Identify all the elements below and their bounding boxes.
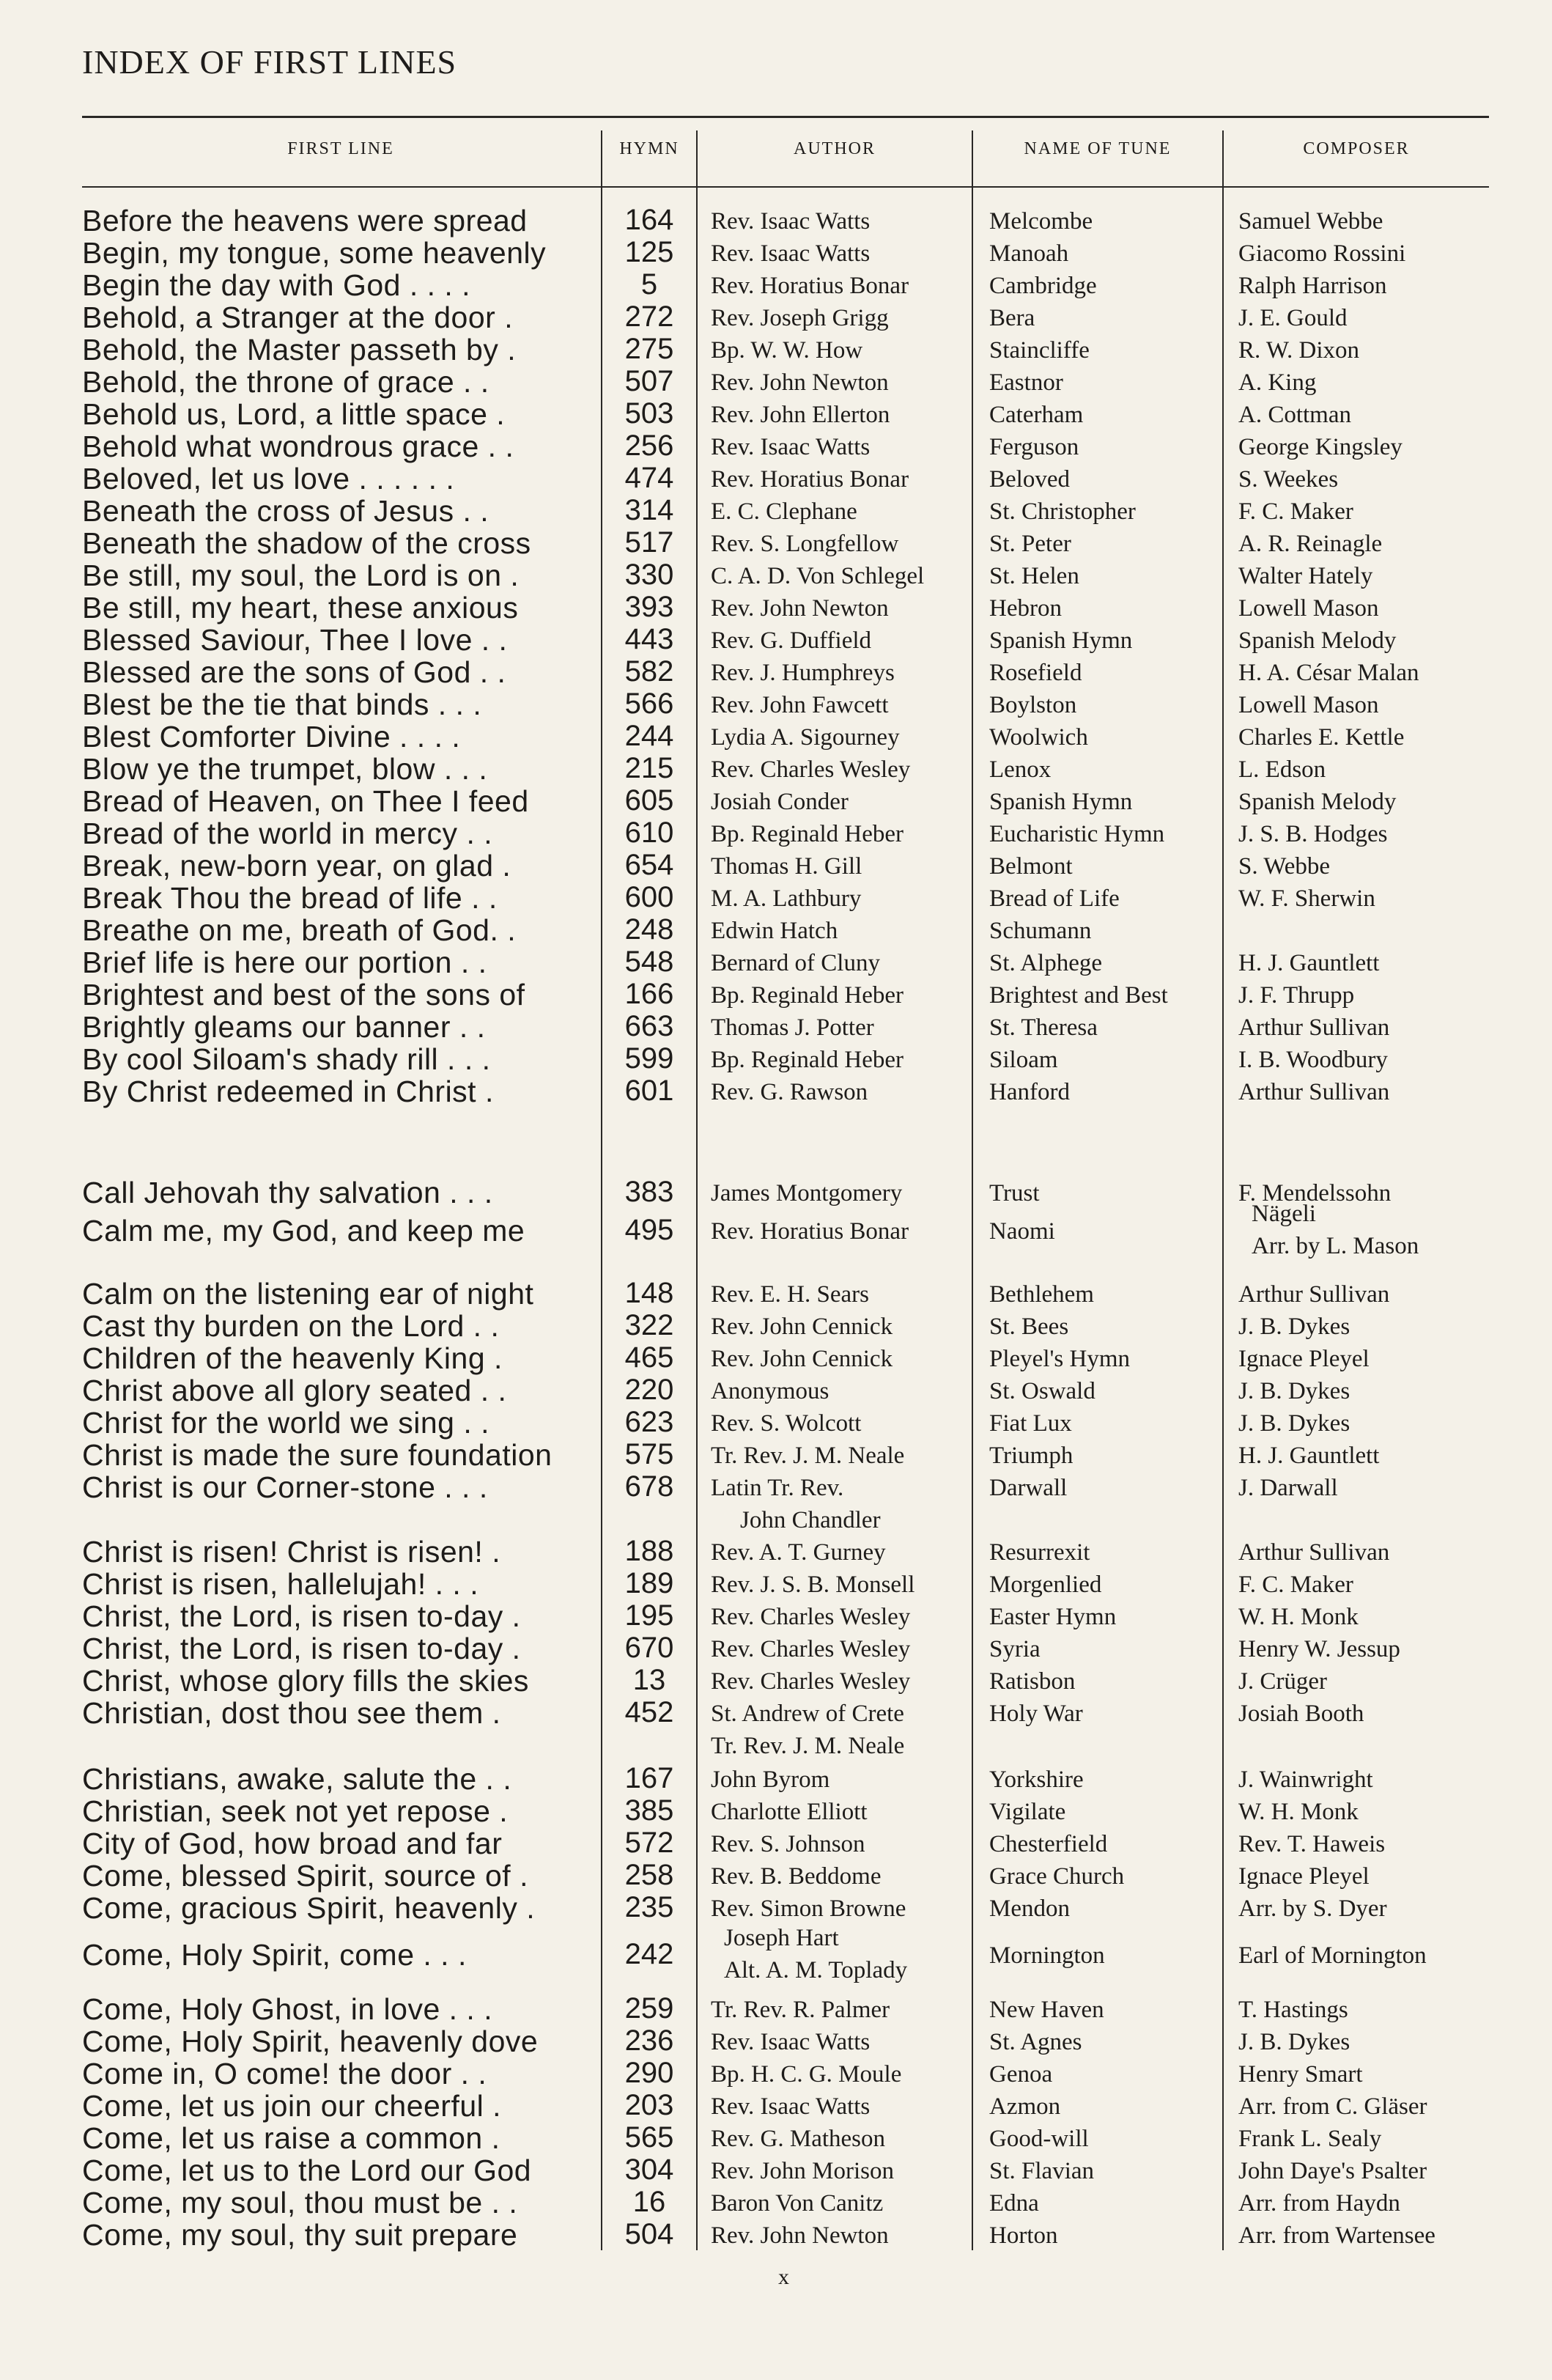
first-line-cell: Christ for the world we sing . . [82,1406,490,1440]
author-cell: Bp. W. W. How [711,337,863,364]
hymn-number-cell: 203 [624,2089,674,2121]
composer-cell: Ignace Pleyel [1238,1863,1370,1890]
hymn-number-cell: 504 [624,2218,674,2250]
composer-cell: I. B. Woodbury [1238,1047,1388,1073]
composer-cell: John Daye's Psalter [1238,2158,1427,2184]
tune-cell: Grace Church [989,1863,1125,1890]
composer-cell: J. B. Dykes [1238,1314,1350,1340]
author-cell: Rev. John Newton [711,595,889,622]
first-line-cell: Come, blessed Spirit, source of . [82,1859,528,1893]
composer-cell: Henry Smart [1238,2061,1363,2088]
first-line-cell: Come, Holy Spirit, come . . . [82,1938,467,1972]
hymn-number-cell: 393 [624,591,674,623]
first-line-cell: Beneath the cross of Jesus . . [82,494,489,528]
first-line-cell: Calm me, my God, and keep me [82,1214,525,1248]
first-line-cell: Beneath the shadow of the cross [82,526,531,560]
first-line-cell: Beloved, let us love . . . . . . [82,462,455,495]
author-cell: Charlotte Elliott [711,1799,868,1825]
hymn-number-cell: 443 [624,623,674,655]
hymn-number-cell: 503 [624,397,674,430]
tune-cell: Yorkshire [989,1766,1084,1793]
hymn-number-cell: 189 [624,1567,674,1599]
tune-cell: Easter Hymn [989,1604,1117,1630]
author-cell: Rev. G. Duffield [711,627,872,654]
first-line-cell: Come, my soul, thy suit prepare [82,2218,518,2252]
tune-cell: Boylston [989,692,1077,718]
tune-cell: Fiat Lux [989,1410,1072,1437]
hymn-number-cell: 272 [624,301,674,333]
tune-cell: Syria [989,1636,1041,1662]
tune-cell: Hanford [989,1079,1070,1105]
composer-cell: Arthur Sullivan [1238,1539,1390,1566]
first-line-cell: Bread of Heaven, on Thee I feed [82,784,529,818]
first-line-cell: Behold, the throne of grace . . [82,365,489,399]
tune-cell: Eastnor [989,369,1063,396]
tune-cell: Holy War [989,1701,1083,1727]
hymn-number-cell: 507 [624,365,674,397]
hymn-number-cell: 548 [624,946,674,978]
first-line-cell: Come in, O come! the door . . [82,2057,487,2090]
tune-cell: Mendon [989,1895,1070,1922]
first-line-cell: Break, new-born year, on glad . [82,849,511,883]
hymn-number-cell: 258 [624,1859,674,1891]
author-cell: Rev. Horatius Bonar [711,1218,909,1245]
first-line-cell: Come, let us raise a common . [82,2121,500,2155]
first-line-cell: Blest Comforter Divine . . . . [82,720,461,754]
author-cell: Baron Von Canitz [711,2190,884,2217]
tune-cell: Vigilate [989,1799,1066,1825]
first-line-cell: Christ is risen! Christ is risen! . [82,1535,501,1569]
hymn-number-cell: 167 [624,1762,674,1794]
first-line-cell: Blest be the tie that binds . . . [82,688,482,721]
first-line-cell: Begin the day with God . . . . [82,268,471,302]
tune-cell: Horton [989,2222,1058,2249]
author-cell: Rev. Isaac Watts [711,2093,871,2120]
composer-cell: A. King [1238,369,1317,396]
author-cell: Rev. A. T. Gurney [711,1539,886,1566]
author-cell: Rev. John Fawcett [711,692,889,718]
hymn-number-cell: 465 [624,1341,674,1374]
first-line-cell: Christ, whose glory fills the skies [82,1664,529,1698]
first-line-cell: Blessed are the sons of God . . [82,655,506,689]
first-line-cell: Cast thy burden on the Lord . . [82,1309,500,1343]
tune-cell: Chesterfield [989,1831,1108,1857]
composer-cell: Spanish Melody [1238,789,1397,815]
tune-cell: Pleyel's Hymn [989,1346,1131,1372]
composer-cell: W. H. Monk [1238,1604,1359,1630]
first-line-cell: Children of the heavenly King . [82,1341,503,1375]
hymn-number-cell: 678 [624,1470,674,1503]
composer-cell: Samuel Webbe [1238,208,1383,235]
author-cell: Rev. Horatius Bonar [711,466,909,493]
tune-cell: Good-will [989,2126,1089,2152]
hymn-number-cell: 663 [624,1010,674,1042]
hymn-number-cell: 125 [624,236,674,268]
author-cell: E. C. Clephane [711,498,857,525]
first-line-cell: Bread of the world in mercy . . [82,817,493,850]
author-cell: Tr. Rev. J. M. Neale [711,1443,905,1469]
author-cell-continued: Alt. A. M. Toplady [724,1957,908,1983]
author-cell: Rev. John Newton [711,369,889,396]
tune-cell: St. Oswald [989,1378,1095,1404]
author-cell: Bernard of Cluny [711,950,880,976]
first-line-cell: Come, let us join our cheerful . [82,2089,502,2123]
first-line-cell: Be still, my heart, these anxious [82,591,519,625]
composer-cell: Frank L. Sealy [1238,2126,1382,2152]
tune-cell: St. Helen [989,563,1079,589]
author-cell: Thomas H. Gill [711,853,862,880]
hymn-number-cell: 16 [632,2186,666,2218]
tune-cell: Resurrexit [989,1539,1090,1566]
hymn-number-cell: 164 [624,204,674,236]
composer-cell: Giacomo Rossini [1238,240,1406,267]
tune-cell: Beloved [989,466,1070,493]
hymn-number-cell: 385 [624,1794,674,1827]
composer-cell: J. Crüger [1238,1668,1327,1695]
composer-cell: L. Edson [1238,756,1326,783]
column-divider [696,130,698,2250]
hymn-number-cell: 290 [624,2057,674,2089]
hymn-number-cell: 623 [624,1406,674,1438]
hymn-number-cell: 235 [624,1891,674,1923]
author-cell: Latin Tr. Rev. [711,1475,844,1501]
tune-cell: Manoah [989,240,1069,267]
author-cell-continued: Tr. Rev. J. M. Neale [711,1733,905,1759]
tune-cell: St. Alphege [989,950,1102,976]
hymn-number-cell: 236 [624,2025,674,2057]
tune-cell: Brightest and Best [989,982,1168,1009]
first-line-cell: Christ, the Lord, is risen to-day . [82,1599,521,1633]
composer-cell: J. S. B. Hodges [1238,821,1388,847]
first-line-cell: Behold what wondrous grace . . [82,430,514,463]
composer-cell: J. B. Dykes [1238,2029,1350,2055]
first-line-cell: Blessed Saviour, Thee I love . . [82,623,508,657]
first-line-cell: Behold, the Master passeth by . [82,333,517,366]
author-cell: Thomas J. Potter [711,1014,874,1041]
tune-cell: Woolwich [989,724,1088,751]
first-line-cell: Christian, dost thou see them . [82,1696,501,1730]
column-header-composer: COMPOSER [1303,139,1410,158]
tune-cell: St. Bees [989,1314,1069,1340]
first-line-cell: Brief life is here our portion . . [82,946,487,979]
composer-cell: J. B. Dykes [1238,1410,1350,1437]
tune-cell: Bera [989,305,1035,331]
tune-cell: Hebron [989,595,1062,622]
hymn-number-cell: 452 [624,1696,674,1728]
hymn-number-cell: 601 [624,1075,674,1107]
author-cell: Josiah Conder [711,789,849,815]
hymn-number-cell: 383 [624,1176,674,1208]
first-line-cell: Break Thou the bread of life . . [82,881,498,915]
author-cell: Rev. S. Wolcott [711,1410,862,1437]
tune-cell: Mornington [989,1942,1105,1969]
author-cell: Bp. Reginald Heber [711,1047,904,1073]
composer-cell: Arr. from Haydn [1238,2190,1400,2217]
author-cell: Rev. J. Humphreys [711,660,895,686]
first-line-cell: Behold, a Stranger at the door . [82,301,514,334]
hymn-number-cell: 188 [624,1535,674,1567]
composer-cell: W. F. Sherwin [1238,885,1375,912]
tune-cell: Staincliffe [989,337,1090,364]
composer-cell: F. C. Maker [1238,1572,1353,1598]
hymn-number-cell: 474 [624,462,674,494]
composer-cell: F. Mendelssohn [1238,1180,1392,1206]
composer-cell: J. E. Gould [1238,305,1348,331]
hymn-number-cell: 5 [640,268,658,301]
author-cell: Rev. G. Rawson [711,1079,868,1105]
author-cell-continued: John Chandler [740,1507,881,1533]
hymn-number-cell: 599 [624,1042,674,1075]
hymn-number-cell: 166 [624,978,674,1010]
hymn-number-cell: 259 [624,1992,674,2025]
composer-cell: H. J. Gauntlett [1238,950,1380,976]
page-number: x [778,2265,789,2289]
tune-cell: St. Theresa [989,1014,1098,1041]
column-header-author: AUTHOR [794,139,876,158]
author-cell: Bp. Reginald Heber [711,982,904,1009]
author-cell: Rev. J. S. B. Monsell [711,1572,915,1598]
first-line-cell: Be still, my soul, the Lord is on . [82,559,520,592]
hymn-number-cell: 314 [624,494,674,526]
tune-cell: Bethlehem [989,1281,1094,1308]
composer-cell: T. Hastings [1238,1997,1348,2023]
top-rule [82,116,1489,118]
first-line-cell: Christ is made the sure foundation [82,1438,553,1472]
composer-cell: J. Darwall [1238,1475,1338,1501]
column-header-tune: NAME OF TUNE [1024,139,1172,158]
first-line-cell: Come, Holy Ghost, in love . . . [82,1992,493,2026]
column-header-hymn: HYMN [619,139,679,158]
author-cell: Rev. Charles Wesley [711,1668,911,1695]
author-cell: Rev. Joseph Grigg [711,305,889,331]
author-cell: Rev. John Cennick [711,1346,893,1372]
hymn-number-cell: 654 [624,849,674,881]
composer-cell: J. F. Thrupp [1238,982,1355,1009]
composer-cell: W. H. Monk [1238,1799,1359,1825]
tune-cell: Melcombe [989,208,1093,235]
tune-cell: Genoa [989,2061,1053,2088]
tune-cell: Rosefield [989,660,1082,686]
tune-cell: St. Flavian [989,2158,1095,2184]
composer-cell: A. R. Reinagle [1238,531,1383,557]
first-line-cell: Before the heavens were spread [82,204,528,237]
author-cell: Rev. S. Longfellow [711,531,899,557]
hymn-number-cell: 670 [624,1632,674,1664]
tune-cell: Belmont [989,853,1073,880]
first-line-cell: Christ is our Corner-stone . . . [82,1470,488,1504]
tune-cell: Ratisbon [989,1668,1076,1695]
hymn-number-cell: 248 [624,913,674,946]
first-line-cell: Behold us, Lord, a little space . [82,397,506,431]
column-divider [601,130,602,2250]
author-cell: Lydia A. Sigourney [711,724,900,751]
tune-cell: St. Agnes [989,2029,1082,2055]
composer-cell: J. B. Dykes [1238,1378,1350,1404]
hymn-number-cell: 610 [624,817,674,849]
composer-cell: Lowell Mason [1238,595,1379,622]
author-cell: Rev. Charles Wesley [711,756,911,783]
first-line-cell: Come, let us to the Lord our God [82,2154,532,2187]
hymn-number-cell: 572 [624,1827,674,1859]
hymn-number-cell: 195 [624,1599,674,1632]
composer-cell: H. A. César Malan [1238,660,1419,686]
composer-cell: Rev. T. Haweis [1238,1831,1386,1857]
first-line-cell: Brightly gleams our banner . . [82,1010,486,1044]
first-line-cell: Christ above all glory seated . . [82,1374,507,1407]
hymn-number-cell: 256 [624,430,674,462]
hymn-number-cell: 13 [632,1664,666,1696]
tune-cell: New Haven [989,1997,1104,2023]
author-cell: Rev. Simon Browne [711,1895,906,1922]
composer-cell: Henry W. Jessup [1238,1636,1400,1662]
author-cell: Rev. Charles Wesley [711,1604,911,1630]
author-cell: Rev. Isaac Watts [711,434,871,460]
composer-cell: Charles E. Kettle [1238,724,1405,751]
hymn-number-cell: 242 [624,1938,674,1970]
hymn-number-cell: 215 [624,752,674,784]
composer-cell: Spanish Melody [1238,627,1397,654]
hymn-number-cell: 330 [624,559,674,591]
hymn-number-cell: 600 [624,881,674,913]
author-cell: C. A. D. Von Schlegel [711,563,925,589]
composer-cell-continued: Arr. by L. Mason [1252,1233,1419,1259]
hymn-number-cell: 275 [624,333,674,365]
first-line-cell: Christ is risen, hallelujah! . . . [82,1567,479,1601]
tune-cell: Triumph [989,1443,1074,1469]
column-header-first-line: FIRST LINE [287,139,394,158]
composer-cell: Earl of Mornington [1238,1942,1427,1969]
author-cell: Rev. G. Matheson [711,2126,885,2152]
first-line-cell: City of God, how broad and far [82,1827,503,1860]
composer-cell: Arthur Sullivan [1238,1281,1390,1308]
composer-cell: S. Weekes [1238,466,1339,493]
first-line-cell: Brightest and best of the sons of [82,978,525,1012]
composer-cell: Arthur Sullivan [1238,1079,1390,1105]
author-cell: Rev. Isaac Watts [711,2029,871,2055]
first-line-cell: Call Jehovah thy salvation . . . [82,1176,493,1209]
hymn-number-cell: 148 [624,1277,674,1309]
author-cell: Bp. H. C. G. Moule [711,2061,902,2088]
tune-cell: Ferguson [989,434,1079,460]
composer-cell: R. W. Dixon [1238,337,1360,364]
author-cell: Anonymous [711,1378,829,1404]
hymn-number-cell: 566 [624,688,674,720]
composer-cell: S. Webbe [1238,853,1331,880]
composer-cell: J. Wainwright [1238,1766,1373,1793]
first-line-cell: Christian, seek not yet repose . [82,1794,509,1828]
page-title: INDEX OF FIRST LINES [82,43,457,81]
author-cell: St. Andrew of Crete [711,1701,904,1727]
first-line-cell: Come, gracious Spirit, heavenly . [82,1891,536,1925]
first-line-cell: Christians, awake, salute the . . [82,1762,512,1796]
composer-cell: Walter Hately [1238,563,1373,589]
tune-cell: Spanish Hymn [989,789,1133,815]
tune-cell: Spanish Hymn [989,627,1133,654]
author-cell: M. A. Lathbury [711,885,862,912]
composer-cell: Arthur Sullivan [1238,1014,1390,1041]
hymn-number-cell: 605 [624,784,674,817]
composer-cell: Josiah Booth [1238,1701,1364,1727]
author-cell: Joseph Hart [724,1925,839,1951]
composer-cell: George Kingsley [1238,434,1403,460]
composer-cell: H. J. Gauntlett [1238,1443,1380,1469]
first-line-cell: Breathe on me, breath of God. . [82,913,517,947]
author-cell: James Montgomery [711,1180,903,1206]
author-cell: Bp. Reginald Heber [711,821,904,847]
hymn-number-cell: 495 [624,1214,674,1246]
author-cell: Rev. John Cennick [711,1314,893,1340]
author-cell: Rev. Charles Wesley [711,1636,911,1662]
tune-cell: Naomi [989,1218,1055,1245]
first-line-cell: By cool Siloam's shady rill . . . [82,1042,491,1076]
composer-cell: A. Cottman [1238,402,1351,428]
tune-cell: Trust [989,1180,1040,1206]
tune-cell: Azmon [989,2093,1061,2120]
author-cell: Rev. B. Beddome [711,1863,882,1890]
author-cell: Rev. John Morison [711,2158,894,2184]
first-line-cell: Come, my soul, thou must be . . [82,2186,518,2219]
author-cell: Rev. S. Johnson [711,1831,865,1857]
tune-cell: Siloam [989,1047,1058,1073]
composer-cell: F. C. Maker [1238,498,1353,525]
tune-cell: St. Christopher [989,498,1136,525]
tune-cell: Caterham [989,402,1084,428]
tune-cell: Edna [989,2190,1039,2217]
tune-cell: Bread of Life [989,885,1120,912]
author-cell: Rev. Isaac Watts [711,208,871,235]
hymn-number-cell: 304 [624,2154,674,2186]
author-cell: Rev. Isaac Watts [711,240,871,267]
author-cell: Rev. Horatius Bonar [711,273,909,299]
composer-cell: Ralph Harrison [1238,273,1387,299]
header-rule [82,186,1489,188]
first-line-cell: By Christ redeemed in Christ . [82,1075,494,1108]
hymn-number-cell: 582 [624,655,674,688]
composer-cell: Nägeli [1252,1201,1316,1227]
hymn-number-cell: 565 [624,2121,674,2154]
tune-cell: Lenox [989,756,1052,783]
author-cell: Edwin Hatch [711,918,838,944]
hymn-number-cell: 220 [624,1374,674,1406]
composer-cell: Arr. from C. Gläser [1238,2093,1427,2120]
first-line-cell: Blow ye the trumpet, blow . . . [82,752,488,786]
hymn-number-cell: 517 [624,526,674,559]
author-cell: Rev. John Ellerton [711,402,890,428]
hymn-number-cell: 575 [624,1438,674,1470]
author-cell: Rev. E. H. Sears [711,1281,869,1308]
first-line-cell: Christ, the Lord, is risen to-day . [82,1632,521,1665]
tune-cell: Morgenlied [989,1572,1102,1598]
tune-cell: Eucharistic Hymn [989,821,1165,847]
first-line-cell: Calm on the listening ear of night [82,1277,534,1311]
composer-cell: Ignace Pleyel [1238,1346,1370,1372]
author-cell: Tr. Rev. R. Palmer [711,1997,890,2023]
tune-cell: Darwall [989,1475,1068,1501]
composer-cell: Lowell Mason [1238,692,1379,718]
hymn-number-cell: 244 [624,720,674,752]
first-line-cell: Begin, my tongue, some heavenly [82,236,547,270]
tune-cell: St. Peter [989,531,1071,557]
composer-cell: Arr. by S. Dyer [1238,1895,1387,1922]
author-cell: John Byrom [711,1766,830,1793]
hymn-number-cell: 322 [624,1309,674,1341]
author-cell: Rev. John Newton [711,2222,889,2249]
composer-cell: Arr. from Wartensee [1238,2222,1435,2249]
tune-cell: Cambridge [989,273,1097,299]
tune-cell: Schumann [989,918,1092,944]
first-line-cell: Come, Holy Spirit, heavenly dove [82,2025,539,2058]
